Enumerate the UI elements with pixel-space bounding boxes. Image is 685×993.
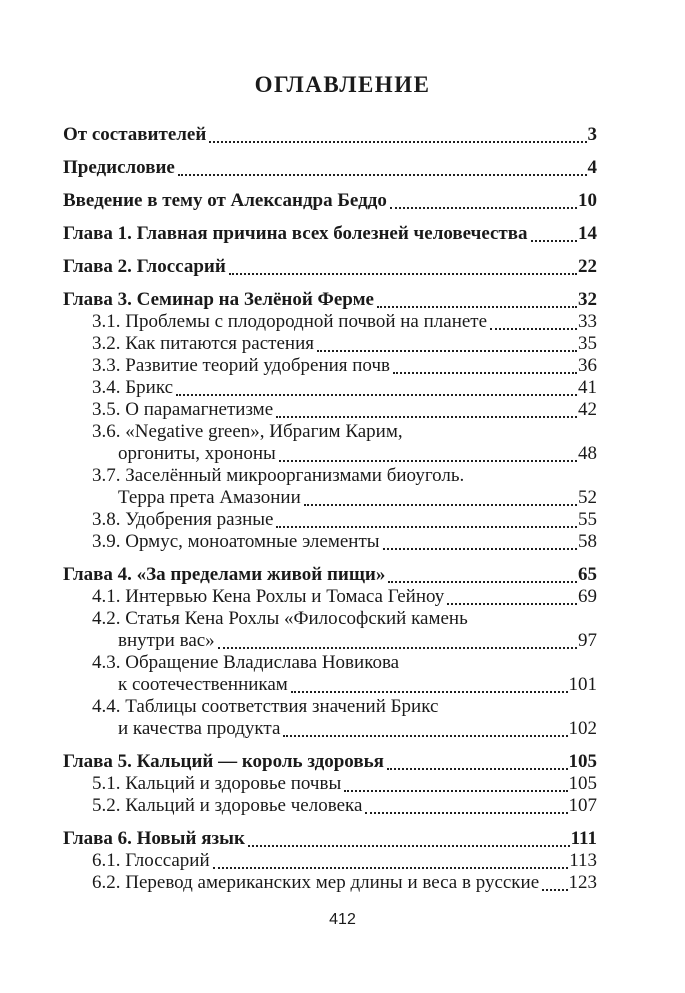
toc-entry — [63, 564, 597, 586]
toc-entry-title: Глава 3. Семинар на Зелёной Ферме — [63, 289, 374, 310]
toc-entry-page: 41 — [578, 377, 597, 398]
dot-leader — [314, 333, 578, 355]
toc-entry-title: к соотечественникам — [118, 674, 288, 695]
toc-entry — [63, 399, 597, 421]
page-number: 412 — [329, 911, 356, 928]
dot-leader — [175, 157, 588, 179]
toc-entry-title: 6.1. Глоссарий — [92, 850, 210, 871]
toc-entry — [63, 652, 597, 674]
toc-entry — [63, 377, 597, 399]
toc-entry-page: 52 — [578, 487, 597, 508]
toc-entry-page: 102 — [568, 718, 597, 739]
dot-leader — [444, 586, 578, 608]
dot-leader — [210, 850, 570, 872]
toc-entry-page: 42 — [578, 399, 597, 420]
toc-entry-page: 105 — [568, 773, 597, 794]
toc-entry-page: 10 — [578, 190, 597, 211]
dot-leader — [288, 674, 569, 696]
dot-leader — [380, 531, 578, 553]
toc-entry-page: 14 — [578, 223, 597, 244]
toc-entry-title: 4.4. Таблицы соответствия значений Брикс — [92, 696, 439, 717]
toc-entry-title: Глава 6. Новый язык — [63, 828, 245, 849]
toc-entry — [63, 696, 597, 718]
toc-entry-title: 3.8. Удобрения разные — [92, 509, 274, 530]
dot-leader — [273, 399, 578, 421]
toc-entry-title: Терра прета Амазонии — [118, 487, 301, 508]
dot-leader — [385, 564, 578, 586]
toc-entry-page: 123 — [568, 872, 597, 893]
dot-leader — [245, 828, 571, 850]
dot-leader — [374, 289, 578, 311]
toc-entry-page: 65 — [578, 564, 597, 585]
toc-entry-page: 113 — [569, 850, 597, 871]
dot-leader — [276, 443, 578, 465]
toc-entry — [63, 289, 597, 311]
toc-entry-title: Глава 2. Глоссарий — [63, 256, 226, 277]
toc-entry-page: 101 — [568, 674, 597, 695]
toc-entry-page: 107 — [568, 795, 597, 816]
dot-leader — [273, 509, 578, 531]
dot-leader — [390, 355, 578, 377]
toc-entry-title: Глава 5. Кальций — король здоровья — [63, 751, 384, 772]
toc-entry — [63, 850, 597, 872]
toc-entry-title: Введение в тему от Александра Беддо — [63, 190, 387, 211]
toc-entry — [63, 795, 597, 817]
dot-leader — [487, 311, 578, 333]
toc-entry-page: 58 — [578, 531, 597, 552]
toc-entry-title: 3.7. Заселённый микроорганизмами биоуголь. — [92, 465, 465, 486]
dot-leader — [173, 377, 578, 399]
dot-leader — [301, 487, 578, 509]
toc-entry — [63, 465, 597, 487]
toc-entry-title: оргониты, хрононы — [118, 443, 276, 464]
dot-leader — [341, 773, 568, 795]
dot-leader — [384, 751, 569, 773]
toc-entry-title: 3.3. Развитие теорий удобрения почв — [92, 355, 390, 376]
toc-entry — [63, 509, 597, 531]
dot-leader — [528, 223, 578, 245]
toc-entry-title: 3.4. Брикс — [92, 377, 174, 398]
dot-leader — [215, 630, 578, 652]
toc-entry-page: 36 — [578, 355, 597, 376]
toc-entry-title: 5.2. Кальций и здоровье человека — [92, 795, 363, 816]
toc-entry-page: 35 — [578, 333, 597, 354]
toc-entry — [63, 333, 597, 355]
toc-entry — [63, 487, 597, 509]
toc-entry — [63, 443, 597, 465]
toc-entry — [63, 773, 597, 795]
dot-leader — [206, 124, 587, 146]
toc-entry-page: 3 — [587, 124, 597, 145]
toc-entry-title: 3.2. Как питаются растения — [92, 333, 314, 354]
toc-entry-page: 105 — [568, 751, 597, 772]
toc-entry — [63, 421, 597, 443]
dot-leader — [280, 718, 568, 740]
toc-entry-title: и качества продукта — [118, 718, 281, 739]
toc-entry-title: 3.6. «Negative green», Ибрагим Карим, — [92, 421, 403, 442]
toc-entry-title: 4.1. Интервью Кена Рохлы и Томаса Гейноу — [92, 586, 445, 607]
toc-entry-page: 69 — [578, 586, 597, 607]
toc-list — [63, 124, 597, 894]
toc-entry — [63, 190, 597, 212]
toc-entry-page: 111 — [570, 828, 597, 849]
toc-entry-page: 32 — [578, 289, 597, 310]
toc-entry — [63, 124, 597, 146]
toc-entry-page: 97 — [578, 630, 597, 651]
toc-entry — [63, 718, 597, 740]
toc-entry-title: Предисловие — [63, 157, 175, 178]
toc-entry-title: 6.2. Перевод американских мер длины и веса в русские — [92, 872, 540, 893]
toc-entry — [63, 256, 597, 278]
toc-entry-title: Глава 4. «За пределами живой пищи» — [63, 564, 386, 585]
dot-leader — [387, 190, 578, 212]
toc-entry — [63, 355, 597, 377]
toc-entry — [63, 674, 597, 696]
dot-leader — [539, 872, 568, 894]
toc-entry-title: От составителей — [63, 124, 207, 145]
toc-entry-title: 3.1. Проблемы с плодородной почвой на планете — [92, 311, 488, 332]
toc-entry — [63, 531, 597, 553]
toc-entry-page: 4 — [587, 157, 597, 178]
toc-entry — [63, 311, 597, 333]
page-title: ОГЛАВЛЕНИЕ — [254, 72, 431, 97]
dot-leader — [226, 256, 578, 278]
toc-entry — [63, 608, 597, 630]
toc-entry-title: 4.2. Статья Кена Рохлы «Философский камень — [92, 608, 468, 629]
toc-entry-page: 33 — [578, 311, 597, 332]
toc-entry-title: 3.5. О парамагнетизме — [92, 399, 274, 420]
toc-entry — [63, 223, 597, 245]
toc-entry-title: 5.1. Кальций и здоровье почвы — [92, 773, 342, 794]
toc-entry — [63, 828, 597, 850]
toc-entry-title: 4.3. Обращение Владислава Новикова — [92, 652, 400, 673]
toc-entry — [63, 586, 597, 608]
toc-entry — [63, 751, 597, 773]
toc-entry-title: внутри вас» — [118, 630, 215, 651]
toc-entry — [63, 630, 597, 652]
toc-entry-page: 55 — [578, 509, 597, 530]
toc-entry-page: 48 — [578, 443, 597, 464]
toc-entry-title: 3.9. Ормус, моноатомные элементы — [92, 531, 380, 552]
toc-entry-title: Глава 1. Главная причина всех болезней человечества — [63, 223, 528, 244]
toc-entry — [63, 157, 597, 179]
dot-leader — [362, 795, 568, 817]
toc-entry — [63, 872, 597, 894]
toc-entry-page: 22 — [578, 256, 597, 277]
